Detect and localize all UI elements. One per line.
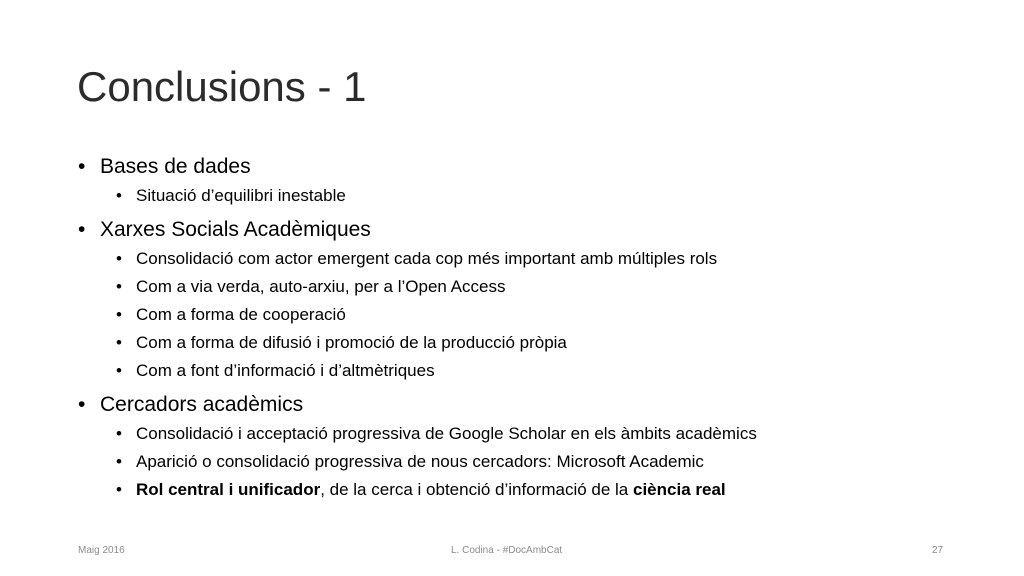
sub-bullet-text: Consolidació i acceptació progressiva de Google Scholar en els àmbits acadèmics [136,424,757,443]
bullet-icon: • [78,393,86,416]
sub-bullet-item [116,245,958,273]
sub-bullet-text: Com a via verda, auto-arxiu, per a l’Open Access [136,277,506,296]
section-cercadors-academics [78,390,958,504]
section-heading: Xarxes Socials Acadèmiques [100,218,371,241]
sub-bullet-item [116,329,958,357]
sub-bullet-item [116,182,958,210]
section-xarxes-socials [78,215,958,385]
footer-date: Maig 2016 [78,545,125,556]
bullet-icon: • [78,218,86,241]
bullet-icon: • [116,452,122,471]
bullet-icon: • [116,480,122,499]
sub-bullet-text: Com a forma de difusió i promoció de la producció pròpia [136,333,567,352]
sub-bullet-list [100,245,958,385]
sub-bullet-item [116,476,958,504]
sub-bullet-text: Com a font d’informació i d’altmètriques [136,361,435,380]
section-heading: Cercadors acadèmics [100,393,304,416]
emphasis-text: ciència real [633,480,726,499]
bullet-icon: • [78,155,86,178]
footer-author: L. Codina - #DocAmbCat [451,545,563,556]
sub-bullet-list [100,420,958,504]
sub-bullet-text: Com a forma de cooperació [136,305,346,324]
page-number: 27 [932,545,944,556]
bullet-icon: • [116,424,122,443]
sub-bullet-item [116,301,958,329]
sub-bullet-item [116,273,958,301]
sub-bullet-list [100,182,958,210]
bullet-icon: • [116,277,122,296]
sub-bullet-item [116,420,958,448]
plain-text: , de la cerca i obtenció d’informació de la [320,480,633,499]
sub-bullet-text: Aparició o consolidació progressiva de nous cercadors: Microsoft Academic [136,452,704,471]
bullet-icon: • [116,249,122,268]
bullet-icon: • [116,333,122,352]
section-heading: Bases de dades [100,155,251,178]
emphasis-text: Rol central i unificador [136,480,321,499]
bullet-icon: • [116,305,122,324]
sub-bullet-text: Consolidació com actor emergent cada cop més important amb múltiples rols [136,249,718,268]
sub-bullet-item [116,357,958,385]
body-content [78,152,958,504]
slide-title: Conclusions - 1 [77,63,367,110]
bullet-icon: • [116,361,122,380]
bullet-list [78,152,958,504]
sub-bullet-item [116,448,958,476]
section-bases-de-dades [78,152,958,210]
bullet-icon: • [116,186,122,205]
sub-bullet-text: Situació d’equilibri inestable [136,186,346,205]
sub-bullet-text [136,476,958,504]
